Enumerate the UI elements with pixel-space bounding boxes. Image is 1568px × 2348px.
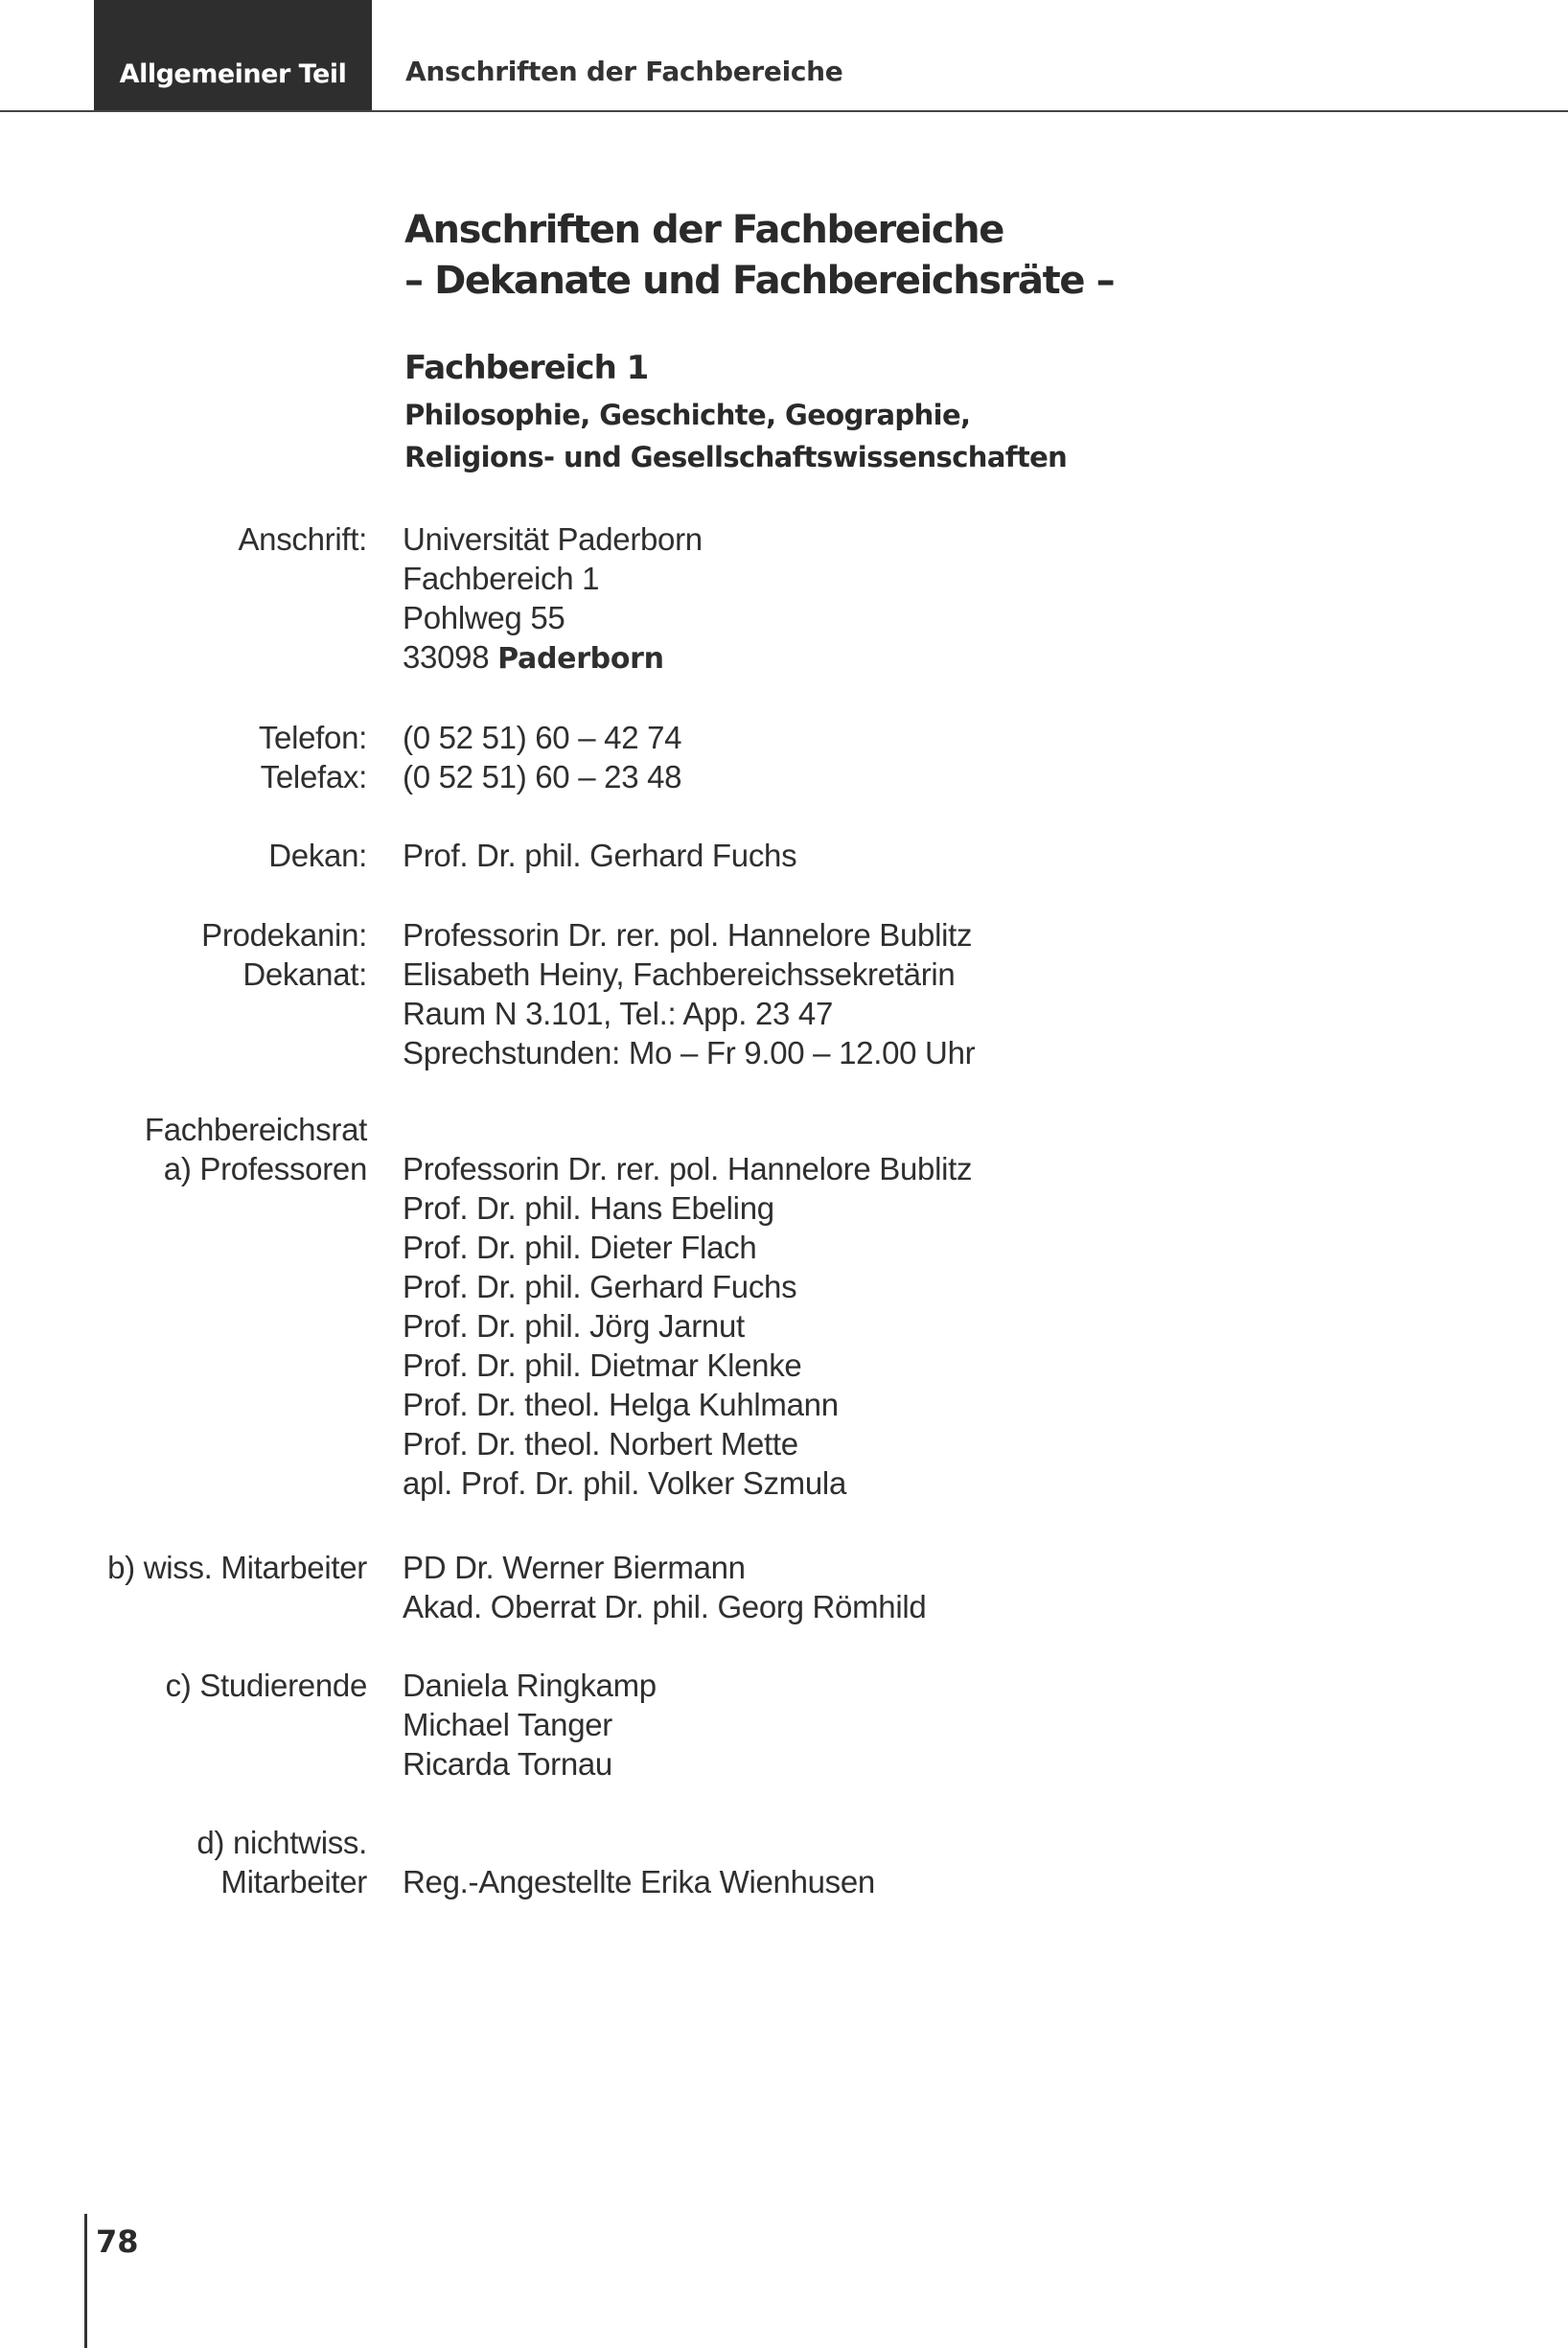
nichtwiss-label-line2: Mitarbeiter — [220, 1864, 367, 1899]
list-item: Ricarda Tornau — [403, 1746, 612, 1782]
wiss-mitarbeiter-label: b) wiss. Mitarbeiter — [107, 1550, 367, 1585]
address-line3: Pohlweg 55 — [403, 600, 565, 635]
list-item: Reg.-Angestellte Erika Wienhusen — [403, 1864, 875, 1899]
address-postcode: 33098 — [403, 639, 490, 675]
fax-number: (0 52 51) 60 – 23 48 — [403, 759, 682, 794]
studierende-label: c) Studierende — [165, 1668, 367, 1703]
studierende-block — [0, 1666, 1568, 1784]
fachbereich-subtitle — [404, 394, 1067, 478]
page-number: 78 — [96, 2223, 139, 2260]
address-line2: Fachbereich 1 — [403, 561, 600, 596]
list-item: Prof. Dr. phil. Dieter Flach — [403, 1230, 757, 1265]
list-item: PD Dr. Werner Biermann — [403, 1550, 746, 1585]
list-item: Prof. Dr. phil. Hans Ebeling — [403, 1190, 774, 1226]
address-city-line — [403, 637, 664, 679]
header-divider — [0, 110, 1568, 112]
dekanat-line2: Raum N 3.101, Tel.: App. 23 47 — [403, 996, 834, 1031]
section-tab-label: Allgemeiner Teil — [119, 59, 347, 89]
wiss-mitarbeiter-block — [0, 1548, 1568, 1626]
fachbereich-subtitle-line1: Philosophie, Geschichte, Geographie, — [404, 399, 971, 431]
list-item: Akad. Oberrat Dr. phil. Georg Römhild — [403, 1589, 927, 1624]
nichtwiss-block — [0, 1823, 1568, 1901]
prodekanin-value: Professorin Dr. rer. pol. Hannelore Bublitz — [403, 917, 973, 953]
page-number-rule — [84, 2214, 87, 2348]
dekan-value: Prof. Dr. phil. Gerhard Fuchs — [403, 838, 797, 873]
fachbereichsrat-block — [0, 1110, 1568, 1503]
fachbereich-subtitle-line2: Religions- und Gesellschaftswissenschaften — [404, 441, 1068, 473]
list-item: Michael Tanger — [403, 1707, 612, 1742]
section-tab — [94, 0, 372, 110]
nichtwiss-label-line1: d) nichtwiss. — [196, 1825, 367, 1860]
fachbereichsrat-label: Fachbereichsrat — [144, 1112, 367, 1147]
dekan-block — [0, 836, 1568, 875]
dekan-label: Dekan: — [268, 838, 367, 873]
page-title — [404, 205, 1114, 307]
list-item: Professorin Dr. rer. pol. Hannelore Bublitz — [403, 1151, 973, 1186]
list-item: Daniela Ringkamp — [403, 1668, 657, 1703]
prodekanin-label: Prodekanin: — [201, 917, 367, 953]
dekanat-line1: Elisabeth Heiny, Fachbereichssekretärin — [403, 956, 956, 992]
list-item: Prof. Dr. theol. Norbert Mette — [403, 1426, 798, 1462]
address-city: Paderborn — [497, 642, 664, 676]
fachbereich-heading: Fachbereich 1 — [404, 349, 649, 387]
professoren-label: a) Professoren — [163, 1151, 367, 1186]
address-block — [0, 519, 1568, 677]
contact-block — [0, 718, 1568, 796]
list-item: Prof. Dr. phil. Jörg Jarnut — [403, 1308, 745, 1344]
list-item: Prof. Dr. theol. Helga Kuhlmann — [403, 1387, 839, 1422]
phone-label: Telefon: — [258, 720, 367, 755]
list-item: Prof. Dr. phil. Dietmar Klenke — [403, 1347, 802, 1383]
phone-number: (0 52 51) 60 – 42 74 — [403, 720, 682, 755]
running-title: Anschriften der Fachbereiche — [405, 56, 843, 87]
list-item: apl. Prof. Dr. phil. Volker Szmula — [403, 1465, 846, 1501]
prodekanin-block — [0, 915, 1568, 1072]
address-label: Anschrift: — [238, 521, 367, 557]
dekanat-label: Dekanat: — [242, 956, 367, 992]
fax-label: Telefax: — [260, 759, 367, 794]
page-title-line1: Anschriften der Fachbereiche — [404, 208, 1003, 252]
address-line1: Universität Paderborn — [403, 521, 703, 557]
page-title-line2: – Dekanate und Fachbereichsräte – — [404, 259, 1115, 303]
list-item: Prof. Dr. phil. Gerhard Fuchs — [403, 1269, 797, 1304]
dekanat-line3: Sprechstunden: Mo – Fr 9.00 – 12.00 Uhr — [403, 1035, 976, 1070]
